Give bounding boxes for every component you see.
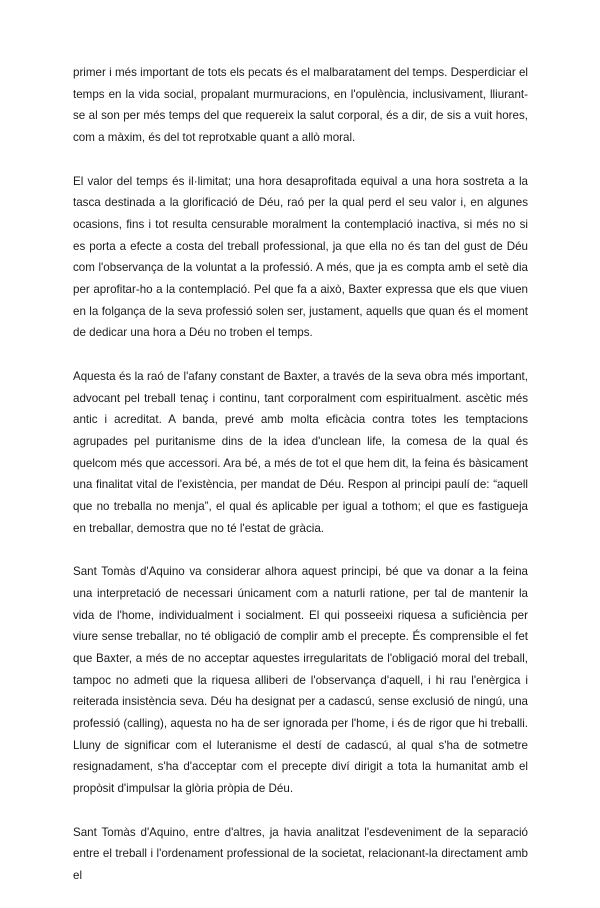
paragraph-2: El valor del temps és il·limitat; una hora desaprofitada equival a una hora sostreta a la tasca destinada a la glorificació de Déu, raó per la qual perd el seu valor i, en algunes ocasions, fins i tot resulta censurable moralment la contemplació inactiva, si més no si es porta a efecte a costa del treball professional, ja que ella no és tan del gust de Déu com l'observança de la voluntat a la professió. A més, que ja es compta amb el setè dia per aprofitar-ho a la contemplació. Pel que fa a això, Baxter expressa que els que viuen en la folgança de la seva professió solen ser, justament, aquells que quan és el moment de dedicar una hora a Déu no troben el temps. [73,174,528,340]
paragraph-4: Sant Tomàs d'Aquino va considerar alhora aquest principi, bé que va donar a la feina una interpretació de necessari únicament com a naturli ratione, per tal de mantenir la vida de l'home, individualment i socialment. El qui posseeixi riquesa a suficiència per viure sense treballar, no té obligació de complir amb el precepte. És comprensible el fet que Baxter, a més de no acceptar aquestes irregularitats de l'obligació moral del treball, tampoc no admeti que la riquesa alliberi de l'observança d'aquell, i hi rau l'enèrgica i reiterada insistència seva. Déu ha designat per a cadascú, sense exclusió de ningú, una professió (calling), aquesta no ha de ser ignorada per l'home, i és de rigor que hi treballi. Lluny de significar com el luteranisme el destí de cadascú, al qual s'ha de sotmetre resignadament, s'ha d'acceptar com el precepte diví dirigit a tota la humanitat amb el propòsit d'impulsar la glòria pròpia de Déu. [73,565,528,796]
paragraph-3: Aquesta és la raó de l'afany constant de Baxter, a través de la seva obra més important, advocant pel treball tenaç i continu, tant corporalment com espiritualment. ascètic més antic i acreditat. A banda, prevé amb molta eficàcia contra totes les temptacions agrupades pel puritanisme dins de la idea d'unclean life, la comesa de la qual és quelcom més que accessori. Ara bé, a més de tot el que hem dit, la feina és bàsicament una finalitat vital de l'existència, per mandat de Déu. Respon al principi paulí de: “aquell que no treballa no menja”, el qual és aplicable per igual a tothom; el que es fastigueja en treballar, demostra que no té l'estat de gràcia. [73,369,528,535]
paragraph-5: Sant Tomàs d'Aquino, entre d'altres, ja havia analitzat l'esdeveniment de la separació entre el treball i l'ordenament professional de la societat, relacionant-la directament amb el [73,825,528,882]
paragraph-1: primer i més important de tots els pecats és el malbaratament del temps. Desperdiciar el temps en la vida social, propalant murmuracions, en l'opulència, inclusivament, lliurant-se al son per més temps del que requereix la salut corporal, és a dir, de sis a vuit hores, com a màxim, és del tot reprotxable quant a allò moral. [73,66,528,145]
document-page [73,62,528,908]
